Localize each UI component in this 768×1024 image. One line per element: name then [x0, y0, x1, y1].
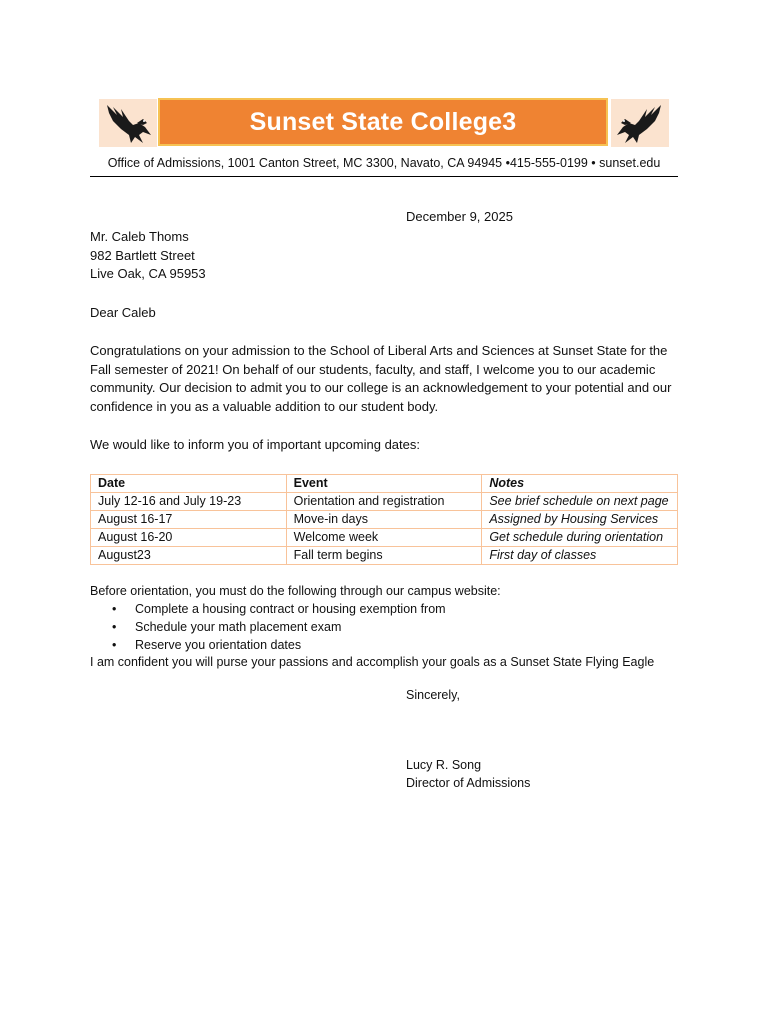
bullet-icon: • [112, 620, 117, 634]
recipient-street: 982 Bartlett Street [90, 247, 195, 263]
college-banner [158, 98, 608, 146]
cell-date: July 12-16 and July 19-23 [91, 493, 287, 511]
cell-notes: Assigned by Housing Services [482, 511, 678, 529]
table-row [91, 529, 678, 547]
salutation: Dear Caleb [90, 305, 156, 320]
signer-title: Director of Admissions [406, 776, 531, 790]
header-notes: Notes [482, 475, 678, 493]
table-row [91, 493, 678, 511]
cell-event: Fall term begins [286, 547, 482, 565]
eagle-icon [611, 99, 669, 147]
recipient-name: Mr. Caleb Thoms [90, 229, 189, 244]
college-name: Sunset State College3 [249, 107, 517, 136]
todo-list [90, 600, 446, 654]
recipient-address [90, 228, 206, 284]
list-item-text: Complete a housing contract or housing exemption from [135, 602, 446, 616]
cell-notes: See brief schedule on next page [482, 493, 678, 511]
table-header-row [91, 475, 678, 493]
recipient-city: Live Oak, CA 95953 [90, 266, 206, 281]
header-date: Date [91, 475, 287, 493]
list-item-text: Reserve you orientation dates [135, 638, 302, 652]
header-divider [90, 176, 678, 177]
cell-date: August 16-17 [91, 511, 287, 529]
table-row [91, 511, 678, 529]
bullet-icon: • [112, 602, 117, 616]
list-item [90, 600, 446, 618]
signature-block [406, 756, 530, 792]
address-line: Office of Admissions, 1001 Canton Street, MC 3300, Navato, CA 94945 •415-555-0199 • sunset.edu [107, 156, 661, 170]
confident-text: I am confident you will purse your passions and accomplish your goals as a Sunset State Flying Eagle [90, 655, 655, 669]
cell-notes: Get schedule during orientation [482, 529, 678, 547]
list-item-text: Schedule your math placement exam [135, 620, 342, 634]
list-item [90, 636, 446, 654]
cell-notes: First day of classes [482, 547, 678, 565]
list-item [90, 618, 446, 636]
table-row [91, 547, 678, 565]
eagle-icon [99, 99, 157, 147]
letter-date: December 9, 2025 [406, 209, 513, 224]
cell-event: Move-in days [286, 511, 482, 529]
header-event: Event [286, 475, 482, 493]
cell-date: August23 [91, 547, 287, 565]
cell-date: August 16-20 [91, 529, 287, 547]
before-orientation-text: Before orientation, you must do the following through our campus website: [90, 584, 501, 598]
signer-name: Lucy R. Song [406, 758, 482, 772]
closing: Sincerely, [406, 688, 460, 702]
dates-table [90, 474, 678, 565]
cell-event: Orientation and registration [286, 493, 482, 511]
cell-event: Welcome week [286, 529, 482, 547]
bullet-icon: • [112, 638, 117, 652]
dates-intro: We would like to inform you of important upcoming dates: [90, 437, 420, 452]
welcome-paragraph: Congratulations on your admission to the School of Liberal Arts and Sciences at Sunset State for the Fall semester of 2021! On behalf of our students, faculty, and staff, I welcome you to our academic community. Our decision to admit you to our college is an acknowledgement to your potential and our confidence in you as a valuable addition to our student body. [90, 343, 672, 414]
